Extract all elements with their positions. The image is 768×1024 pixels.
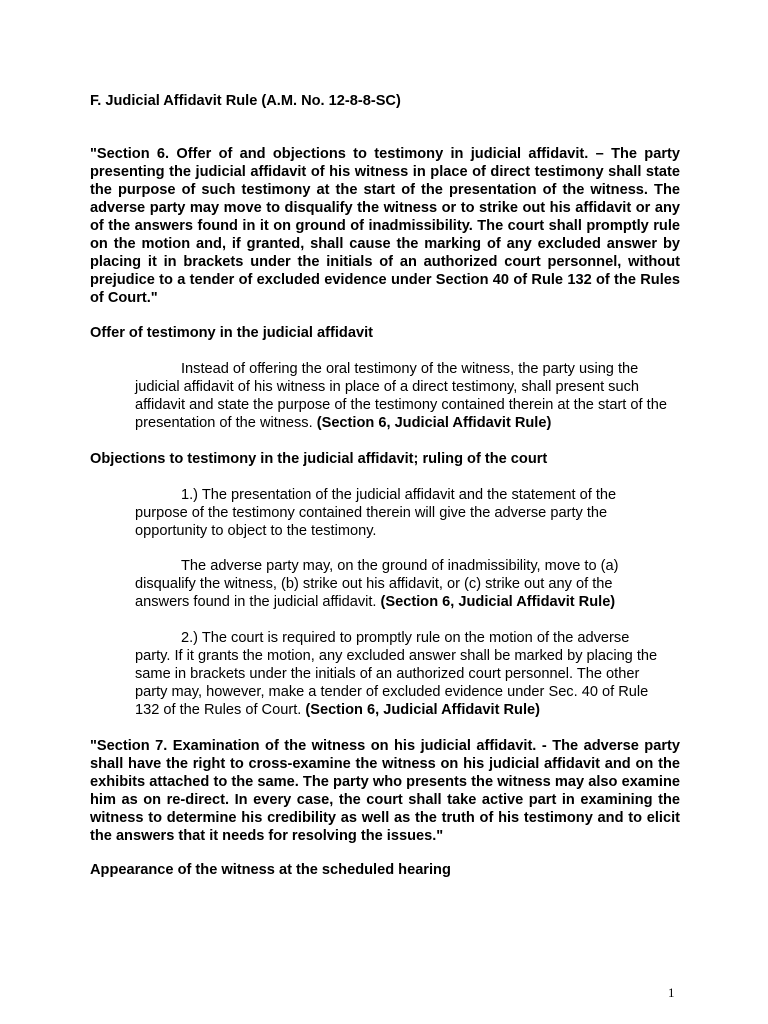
section6-quote: "Section 6. Offer of and objections to testimony in judicial affidavit. – The party presenting the judicial affidavit of his witness in place of direct testimony shall state the purpose of such testimony at the start of the presentation of the witness. The adverse party may move to disqualify the witness or to strike out his affidavit or any of the answers found in it on ground of inadmissibility. The court shall promptly rule on the motion and, if granted, shall cause the marking of any excluded answer by placing it in brackets under the initials of an authorized court personnel, without prejudice to a tender of excluded evidence under Section 40 of Rule 132 of the Rules of Court."	[90, 146, 680, 306]
offer-text: Instead of offering the oral testimony of the witness, the party using the judicial affidavit of his witness in place of a direct testimony, shall present such affidavit and state the purpose of the testimony contained therein at the start of the presentation of the witness.	[135, 361, 667, 431]
heading-appearance: Appearance of the witness at the scheduled hearing	[90, 862, 451, 878]
document-title: F. Judicial Affidavit Rule (A.M. No. 12-8-8-SC)	[90, 93, 401, 109]
objection-item-1: 1.) The presentation of the judicial affidavit and the statement of the purpose of the testimony contained therein will give the adverse party the opportunity to object to the testimony.	[135, 487, 617, 539]
offer-paragraph	[135, 360, 667, 432]
offer-citation: (Section 6, Judicial Affidavit Rule)	[316, 415, 552, 431]
section7-quote: "Section 7. Examination of the witness on his judicial affidavit. - The adverse party shall have the right to cross-examine the witness on his judicial affidavit and on the exhibits attached to the same. The party who presents the witness may also examine him as on re-direct. In every case, the court shall take active part in examining the witness to determine his credibility as well as the truth of his testimony and to elicit the answers that it needs for resolving the issues."	[90, 738, 680, 844]
objection-item-2-block	[135, 629, 667, 719]
objection-item-1-block	[135, 486, 667, 540]
objection-grounds-paragraph	[135, 557, 667, 611]
objection-grounds-block	[135, 557, 667, 611]
page-number: 1	[668, 985, 675, 1000]
objection-grounds-citation: (Section 6, Judicial Affidavit Rule)	[380, 594, 616, 610]
heading-objections: Objections to testimony in the judicial affidavit; ruling of the court	[90, 451, 548, 467]
objection-item-2-paragraph	[135, 629, 667, 719]
objection-item-2-citation: (Section 6, Judicial Affidavit Rule)	[305, 702, 540, 718]
offer-block	[135, 360, 667, 432]
objection-item-2-text: 2.) The court is required to promptly rule on the motion of the adverse party. If it grants the motion, any excluded answer shall be marked by placing the same in brackets under the initials of an authorized court personnel. The other party may, however, make a tender of excluded evidence under Sec. 40 of Rule 132 of the Rules of Court.	[135, 630, 658, 718]
heading-offer: Offer of testimony in the judicial affidavit	[90, 325, 373, 341]
objection-grounds-text: The adverse party may, on the ground of inadmissibility, move to (a) disqualify the witness, (b) strike out his affidavit, or (c) strike out any of the answers found in the judicial affidavit.	[135, 558, 619, 610]
